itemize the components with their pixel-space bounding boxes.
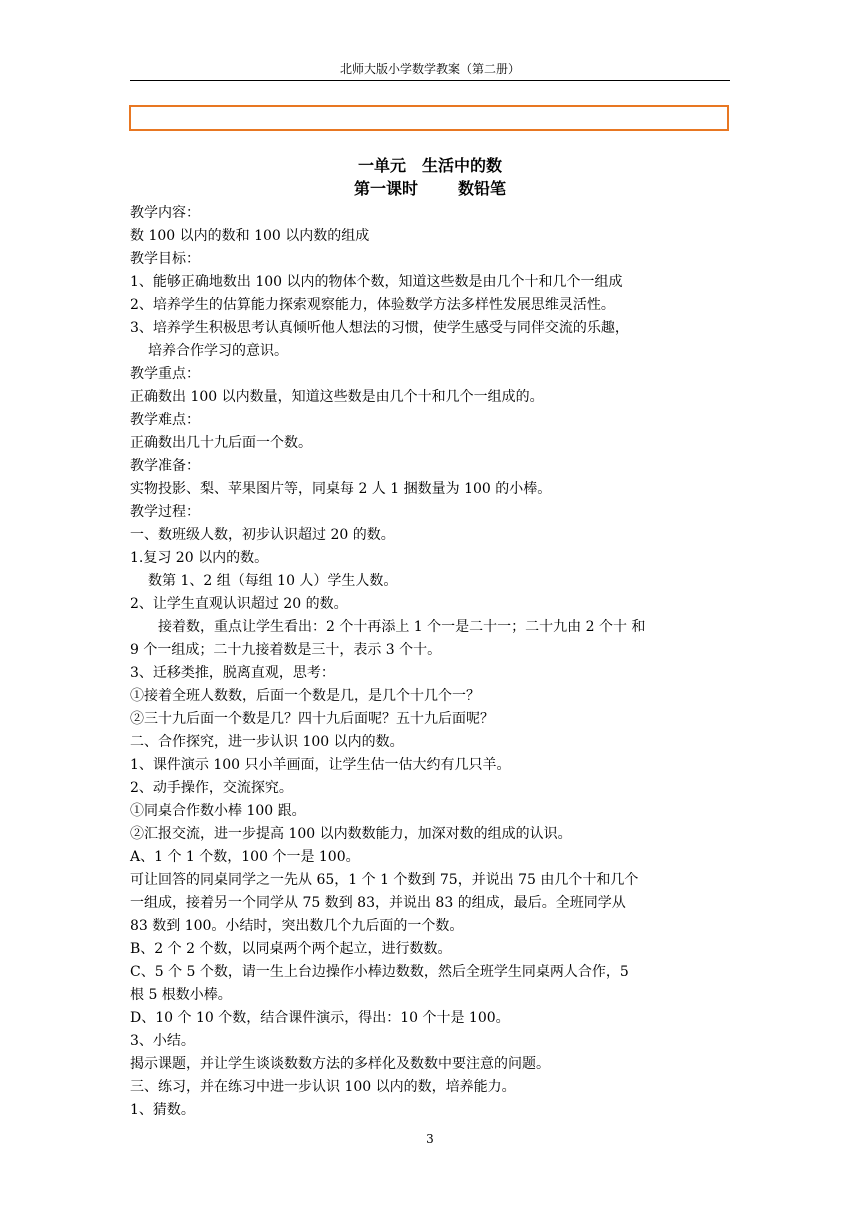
text-line: B、2 个 2 个数，以同桌两个两个起立，进行数数。 [130, 941, 452, 957]
text-line: 揭示课题，并让学生谈谈数数方法的多样化及数数中要注意的问题。 [130, 1056, 550, 1072]
header-rule [130, 80, 730, 81]
text-line: 教学准备： [130, 458, 200, 474]
text-line: 教学重点： [130, 366, 200, 382]
orange-frame-box [129, 105, 729, 131]
text-line: 接着数，重点让学生看出：2 个十再添上 1 个一是二十一；二十九由 2 个十 和 [158, 619, 646, 635]
text-line: 1、能够正确地数出 100 以内的物体个数，知道这些数是由几个十和几个一组成 [130, 274, 623, 290]
text-line: 根 5 根数小棒。 [130, 987, 232, 1003]
text-line: D、10 个 10 个数，结合课件演示，得出：10 个十是 100。 [130, 1010, 510, 1026]
text-line: 83 数到 100。小结时，突出数几个九后面的一个数。 [130, 918, 464, 934]
text-line: 1.复习 20 以内的数。 [130, 550, 269, 566]
text-line: 可让回答的同桌同学之一先从 65，1 个 1 个数到 75，并说出 75 由几个十和几个 [130, 872, 639, 888]
text-line: 正确数出几十九后面一个数。 [130, 435, 312, 451]
text-line: C、5 个 5 个数，请一生上台边操作小棒边数数，然后全班学生同桌两人合作，5 [130, 964, 629, 980]
text-line: 正确数出 100 以内数量，知道这些数是由几个十和几个一组成的。 [130, 389, 544, 405]
text-line: 教学难点： [130, 412, 200, 428]
unit-title: 一单元 生活中的数 [357, 156, 502, 175]
text-line: 数 100 以内的数和 100 以内数的组成 [130, 228, 370, 244]
text-line: 2、培养学生的估算能力探索观察能力，体验数学方法多样性发展思维灵活性。 [130, 297, 615, 313]
text-line: 实物投影、梨、苹果图片等，同桌每 2 人 1 捆数量为 100 的小棒。 [130, 481, 552, 497]
text-line: 2、动手操作，交流探究。 [130, 780, 293, 796]
text-line: 一组成，接着另一个同学从 75 数到 83，并说出 83 的组成，最后。全班同学从 [130, 895, 626, 911]
text-line: 1、课件演示 100 只小羊画面，让学生估一估大约有几只羊。 [130, 757, 511, 773]
text-line: 培养合作学习的意识。 [148, 343, 288, 359]
text-line: 1、猜数。 [130, 1102, 195, 1118]
lesson-title [130, 178, 730, 200]
page-number: 3 [426, 1132, 434, 1146]
text-line: 3、小结。 [130, 1033, 195, 1049]
text-line: 3、迁移类推，脱离直观，思考： [130, 665, 335, 681]
page-header: 北师大版小学数学教案（第二册） [339, 62, 520, 76]
text-line: ②三十九后面一个数是几？四十九后面呢？五十九后面呢？ [130, 711, 494, 727]
text-line: 数第 1、2 组（每组 10 人）学生人数。 [148, 573, 398, 589]
text-line: A、1 个 1 个数，100 个一是 100。 [130, 849, 360, 865]
text-line: ②汇报交流，进一步提高 100 以内数数能力，加深对数的组成的认识。 [130, 826, 572, 842]
text-line: 9 个一组成；二十九接着数是三十，表示 3 个十。 [130, 642, 442, 658]
text-line: 二、合作探究，进一步认识 100 以内的数。 [130, 734, 404, 750]
text-line: 2、让学生直观认识超过 20 的数。 [130, 596, 348, 612]
lesson-body [130, 202, 730, 1122]
text-line: ①接着全班人数数，后面一个数是几，是几个十几个一？ [130, 688, 480, 704]
text-line: 三、练习，并在练习中进一步认识 100 以内的数，培养能力。 [130, 1079, 516, 1095]
text-line: ①同桌合作数小棒 100 跟。 [130, 803, 306, 819]
text-line: 教学过程： [130, 504, 200, 520]
text-line: 3、培养学生积极思考认真倾听他人想法的习惯，使学生感受与同伴交流的乐趣， [130, 320, 629, 336]
text-line: 教学目标： [130, 251, 200, 267]
text-line: 一、数班级人数，初步认识超过 20 的数。 [130, 527, 395, 543]
lesson-number: 第一课时 [353, 179, 418, 198]
lesson-name: 数铅笔 [458, 179, 507, 198]
text-line: 教学内容： [130, 205, 200, 221]
